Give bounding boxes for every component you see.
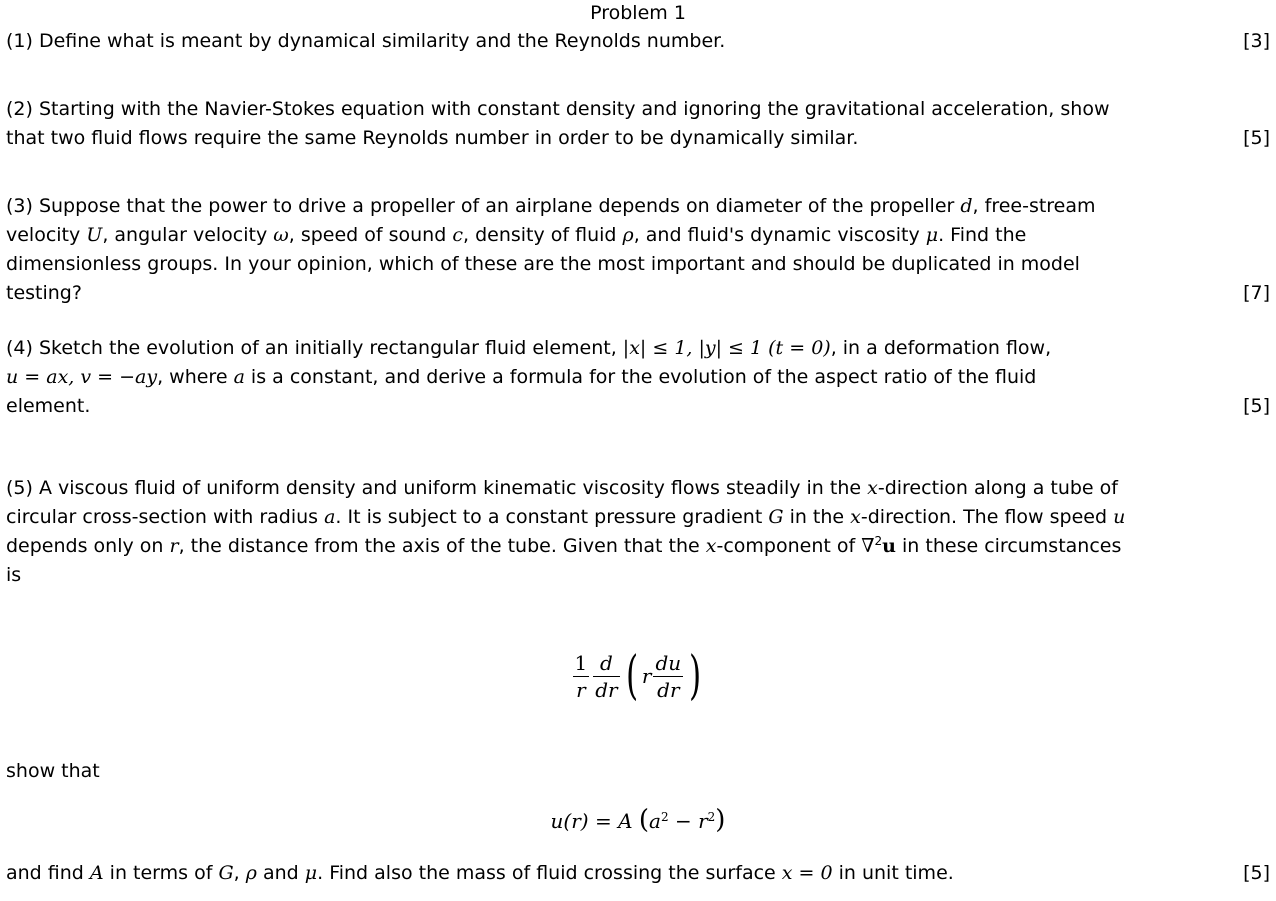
bold-u-vector: u <box>882 535 896 557</box>
problem-1-marks: [3] <box>1243 30 1270 52</box>
var-G: G <box>768 506 784 528</box>
problem-3-marks: [7] <box>1243 282 1270 304</box>
problem-5-final <box>6 859 1270 888</box>
var-r: r <box>169 535 179 557</box>
var-d: d <box>960 195 973 217</box>
problem-4-line-3: element. <box>6 395 91 417</box>
var-c: c <box>452 224 463 246</box>
var-x: x <box>867 477 878 499</box>
var-omega: ω <box>273 224 289 246</box>
var-u: u <box>1113 506 1126 528</box>
problem-5-marks: [5] <box>1243 862 1270 884</box>
problem-5-final-line: and find A in terms of G, ρ and μ. Find also the mass of fluid crossing the surface x = 0 in unit time. <box>6 862 954 884</box>
var-mu: μ <box>925 224 939 246</box>
problem-5-line-2: circular cross-section with radius a. It is subject to a constant pressure gradient G in the x-direction. The flow speed u <box>6 506 1126 528</box>
problem-4-line-2: u = ax, v = −ay, where a is a constant, and derive a formula for the evolution of the aspect ratio of the fluid <box>6 366 1037 388</box>
problem-1 <box>6 27 1270 56</box>
problem-3-line-2: velocity U, angular velocity ω, speed of sound c, density of fluid ρ, and fluid's dynamic viscosity μ. Find the <box>6 224 1027 246</box>
fraction-d-dr: $\frac{d}{dr}$ <box>595 650 618 702</box>
page-title: Problem 1 <box>590 2 686 24</box>
equation-laplacian-component: $\frac{1}{r}$ $\frac{d}{dr}$ ( r $\frac{du}{dr}$ ) <box>574 646 702 706</box>
problem-5-line-1: (5) A viscous fluid of uniform density and uniform kinematic viscosity flows steadily in the x-direction along a tube of <box>6 477 1118 499</box>
problem-3-line-1: (3) Suppose that the power to drive a propeller of an airplane depends on diameter of the propeller d, free-stream <box>6 195 1096 217</box>
left-paren: ( <box>625 646 638 706</box>
problem-3 <box>6 192 1270 308</box>
problem-1-text: (1) Define what is meant by dynamical similarity and the Reynolds number. <box>6 30 726 52</box>
problem-2-line-2: that two fluid flows require the same Reynolds number in order to be dynamically similar. <box>6 127 859 149</box>
element-condition: |x| ≤ 1, |y| ≤ 1 (t = 0) <box>622 337 831 359</box>
problem-2 <box>6 95 1270 153</box>
problem-4-marks: [5] <box>1243 395 1270 417</box>
fraction-du-dr: $\frac{du}{dr}$ <box>655 650 682 702</box>
var-A: A <box>89 862 104 884</box>
problem-3-line-3: dimensionless groups. In your opinion, which of these are the most important and should be duplicated in model <box>6 253 1080 275</box>
fraction-1-over-r: $\frac{1}{r}$ <box>574 650 588 702</box>
problem-5-line-4: is <box>6 564 22 586</box>
problem-5-show-that: show that <box>6 760 100 782</box>
problem-2-line-1: (2) Starting with the Navier-Stokes equation with constant density and ignoring the gravitational acceleration, show <box>6 98 1110 120</box>
surface-x-zero: x = 0 <box>781 862 833 884</box>
right-paren: ) <box>689 646 702 706</box>
var-U: U <box>86 224 103 246</box>
var-rho: ρ <box>622 224 634 246</box>
problem-4 <box>6 334 1270 421</box>
equation-velocity-profile: u(r) = A $(a^2 - r^2)$ <box>550 805 726 835</box>
problem-5-line-3: depends only on r, the distance from the axis of the tube. Given that the x-component of ∇$^2$u in these circumstances <box>6 534 1122 557</box>
var-a: a <box>233 366 245 388</box>
laplacian-symbol: ∇ <box>861 535 875 557</box>
problem-4-line-1: (4) Sketch the evolution of an initially rectangular fluid element, |x| ≤ 1, |y| ≤ 1 (t = 0), in a deformation flow, <box>6 337 1052 359</box>
problem-5 <box>6 474 1270 590</box>
deformation-flow: u = ax, v = −ay <box>6 366 158 388</box>
problem-3-line-4: testing? <box>6 282 82 304</box>
problem-2-marks: [5] <box>1243 127 1270 149</box>
